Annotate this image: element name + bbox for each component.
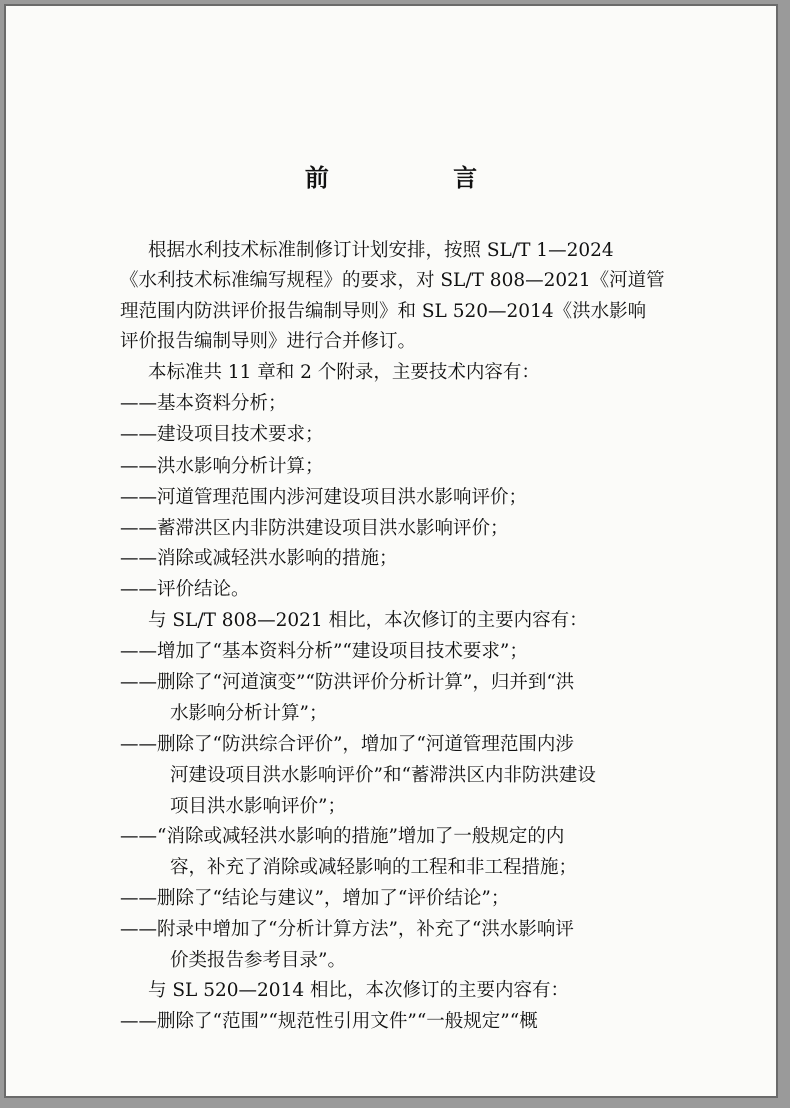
- list-item: ——蓄滞洪区内非防洪建设项目洪水影响评价；: [120, 518, 509, 539]
- paragraph-line: 评价报告编制导则》进行合并修订。: [120, 331, 417, 352]
- list-item: ——消除或减轻洪水影响的措施；: [120, 548, 398, 569]
- list-item: ——基本资料分析；: [120, 393, 287, 414]
- paragraph-line: 本标准共 11 章和 2 个附录，主要技术内容有：: [148, 362, 540, 383]
- paragraph-line: 理范围内防洪评价报告编制导则》和 SL 520—2014《洪水影响: [120, 301, 647, 322]
- list-item: ——建设项目技术要求；: [120, 424, 324, 445]
- paragraph-line: 与 SL/T 808—2021 相比，本次修订的主要内容有：: [148, 610, 588, 631]
- list-item: ——删除了“防洪综合评价”，增加了“河道管理范围内涉: [120, 734, 574, 755]
- list-item: ——洪水影响分析计算；: [120, 456, 324, 477]
- list-item: ——附录中增加了“分析计算方法”，补充了“洪水影响评: [120, 919, 574, 940]
- list-item: ——删除了“范围”“规范性引用文件”“一般规定”“概: [120, 1011, 538, 1032]
- paragraph-line: 与 SL 520—2014 相比，本次修订的主要内容有：: [148, 980, 569, 1001]
- document-page: [4, 4, 778, 1098]
- list-item-continuation: 水影响分析计算”；: [170, 703, 328, 724]
- list-item-continuation: 项目洪水影响评价”；: [170, 796, 346, 817]
- list-item-continuation: 价类报告参考目录”。: [170, 950, 346, 971]
- paragraph-line: 《水利技术标准编写规程》的要求，对 SL/T 808—2021《河道管: [120, 270, 665, 291]
- list-item: ——河道管理范围内涉河建设项目洪水影响评价；: [120, 487, 528, 508]
- list-item: ——评价结论。: [120, 579, 250, 600]
- list-item: ——增加了“基本资料分析”“建设项目技术要求”；: [120, 641, 528, 662]
- page-title: 前 言: [304, 164, 536, 192]
- list-item-continuation: 河建设项目洪水影响评价”和“蓄滞洪区内非防洪建设: [170, 765, 596, 786]
- list-item: ——删除了“结论与建议”，增加了“评价结论”；: [120, 888, 510, 909]
- paragraph-line: 根据水利技术标准制修订计划安排，按照 SL/T 1—2024: [148, 240, 614, 261]
- list-item: ——删除了“河道演变”“防洪评价分析计算”，归并到“洪: [120, 672, 575, 693]
- list-item-continuation: 容，补充了消除或减轻影响的工程和非工程措施；: [170, 857, 578, 878]
- list-item: ——“消除或减轻洪水影响的措施”增加了一般规定的内: [120, 826, 565, 847]
